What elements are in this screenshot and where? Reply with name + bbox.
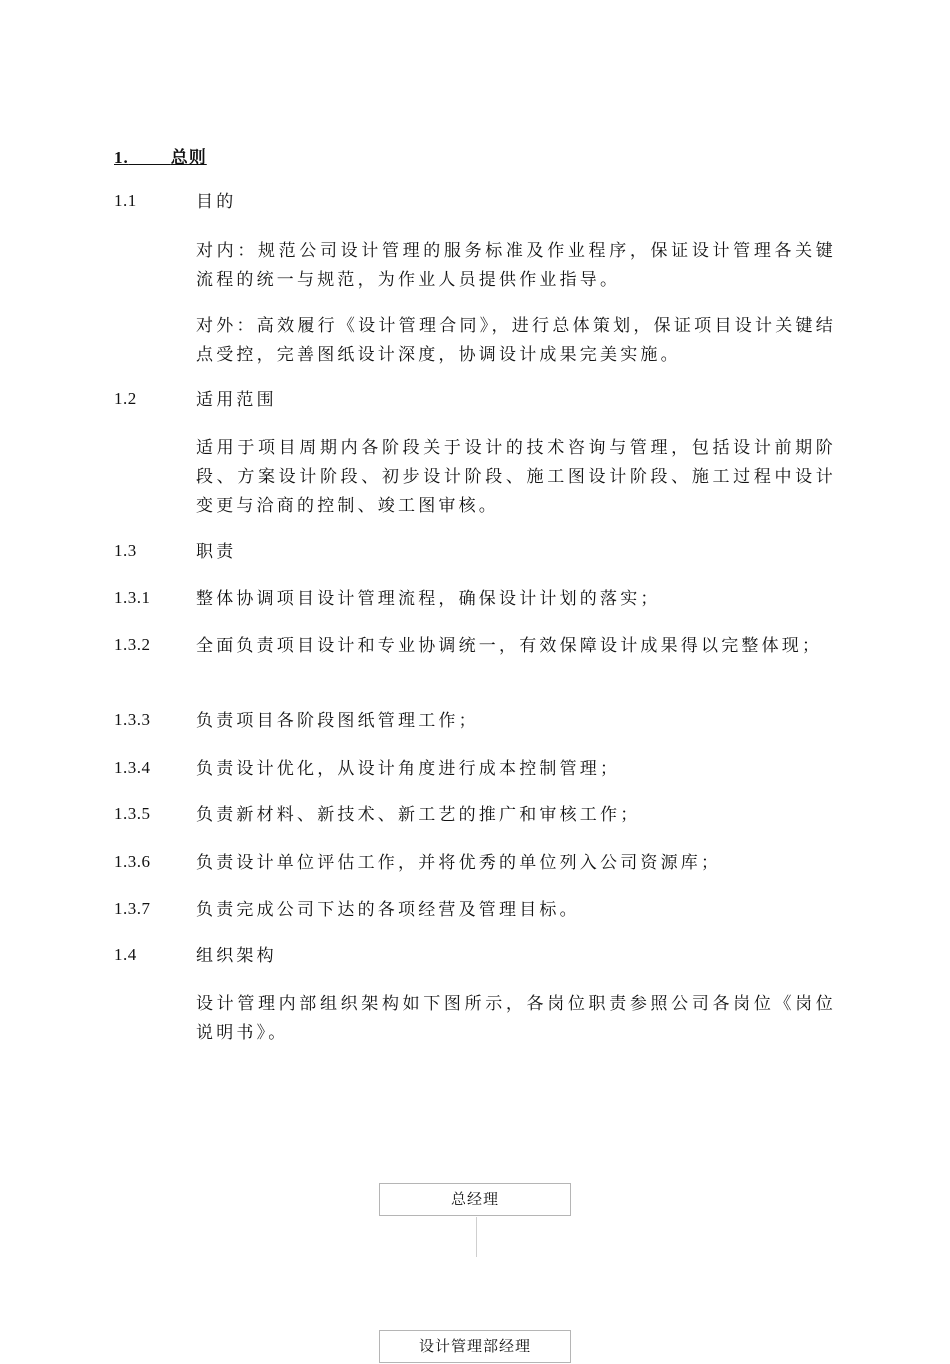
clause-number-1-3-1: 1.3.1 <box>114 588 151 607</box>
duty-item: 负责新材料、新技术、新工艺的推广和审核工作； <box>196 805 641 824</box>
duty-item: 负责项目各阶段图纸管理工作； <box>196 711 479 730</box>
clause-number-1-3-7: 1.3.7 <box>114 899 151 918</box>
clause-number-1-3-5: 1.3.5 <box>114 804 151 823</box>
clause-number-1-1: 1.1 <box>114 191 137 210</box>
clause-number-1-4: 1.4 <box>114 945 137 964</box>
paragraph-scope: 适用于项目周期内各阶段关于设计的技术咨询与管理，包括设计前期阶段、方案设计阶段、初步设计阶段、施工图设计阶段、施工过程中设计变更与洽商的控制、竣工图审核。 <box>196 438 836 515</box>
org-connector-line <box>476 1217 477 1257</box>
clause-title-purpose: 目的 <box>196 192 237 211</box>
clause-title-duties: 职责 <box>196 542 237 561</box>
clause-number-1-3-2: 1.3.2 <box>114 635 151 654</box>
clause-title-organization: 组织架构 <box>196 946 277 965</box>
duty-item: 整体协调项目设计管理流程，确保设计计划的落实； <box>196 589 661 608</box>
clause-number-1-2: 1.2 <box>114 389 137 408</box>
clause-number-1-3-3: 1.3.3 <box>114 710 151 729</box>
paragraph-internal: 对内：规范公司设计管理的服务标准及作业程序，保证设计管理各关键流程的统一与规范，为作业人员提供作业指导。 <box>196 241 836 289</box>
org-node-general-manager: 总经理 <box>379 1183 571 1216</box>
org-node-design-manager: 设计管理部经理 <box>379 1330 571 1363</box>
section-title: 总则 <box>170 148 207 167</box>
clause-number-1-3: 1.3 <box>114 541 137 560</box>
duty-item: 负责设计优化，从设计角度进行成本控制管理； <box>196 759 621 778</box>
clause-number-1-3-4: 1.3.4 <box>114 758 151 777</box>
clause-title-scope: 适用范围 <box>196 390 277 409</box>
clause-number-1-3-6: 1.3.6 <box>114 852 151 871</box>
paragraph-external: 对外：高效履行《设计管理合同》，进行总体策划，保证项目设计关键结点受控，完善图纸设计深度，协调设计成果完美实施。 <box>196 316 836 364</box>
section-number: 1. <box>114 148 129 167</box>
duty-item: 负责设计单位评估工作，并将优秀的单位列入公司资源库； <box>196 853 722 872</box>
paragraph-organization: 设计管理内部组织架构如下图所示，各岗位职责参照公司各岗位《岗位说明书》。 <box>196 994 836 1042</box>
duty-item: 负责完成公司下达的各项经营及管理目标。 <box>196 900 580 919</box>
section-heading <box>114 143 207 168</box>
duty-item: 全面负责项目设计和专业协调统一，有效保障设计成果得以完整体现； <box>196 636 823 655</box>
